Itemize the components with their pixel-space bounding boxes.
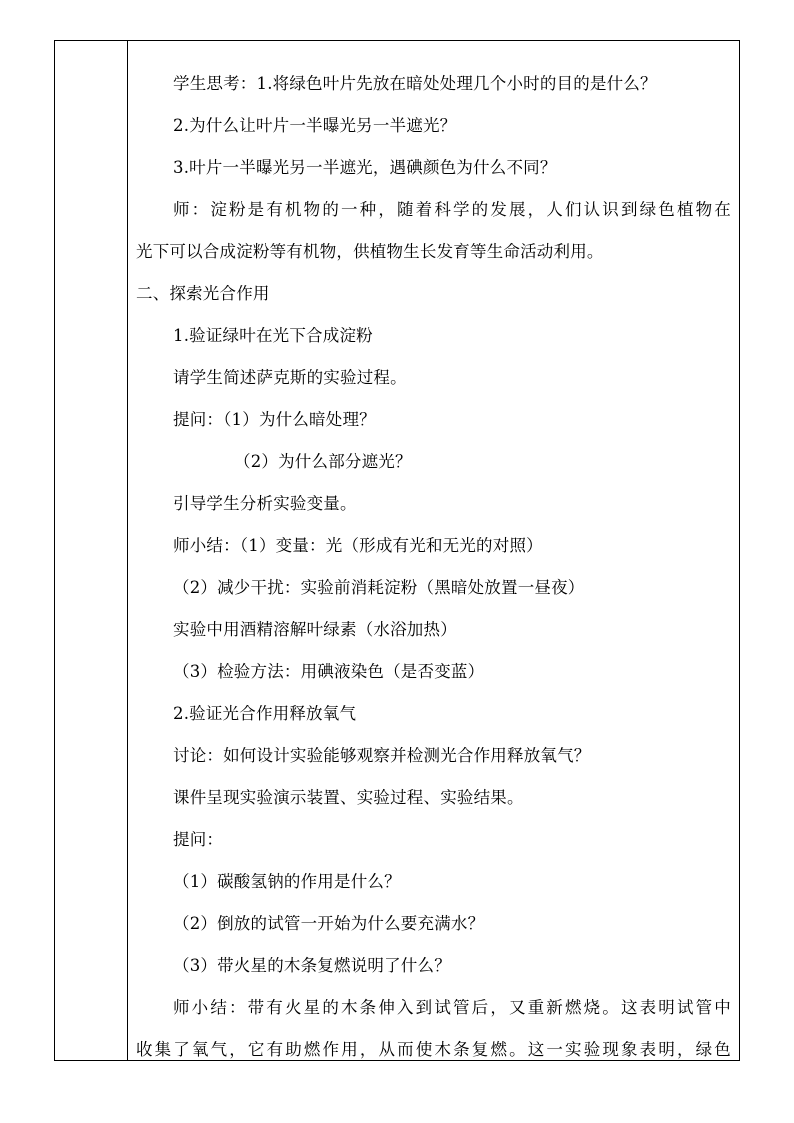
left-column-cell <box>55 41 128 1060</box>
text-line: 讨论：如何设计实验能够观察并检测光合作用释放氧气？ <box>173 746 591 765</box>
text-line: 提问：（1）为什么暗处理？ <box>173 410 376 429</box>
text-line: 师小结：带有火星的木条伸入到试管后，又重新燃烧。这表明试管中 <box>173 998 731 1017</box>
text-line: 师：淀粉是有机物的一种，随着科学的发展，人们认识到绿色植物在 <box>173 200 731 219</box>
text-line: 请学生简述萨克斯的实验过程。 <box>173 368 407 387</box>
text-line: （2）倒放的试管一开始为什么要充满水？ <box>173 914 485 933</box>
text-line: （3）检验方法：用碘液染色（是否变蓝） <box>173 662 485 681</box>
text-line: （2）减少干扰：实验前消耗淀粉（黑暗处放置一昼夜） <box>173 578 585 597</box>
text-line: 引导学生分析实验变量。 <box>173 494 357 513</box>
subsection-heading: 1.验证绿叶在光下合成淀粉 <box>173 326 373 345</box>
lesson-table <box>54 40 740 1061</box>
text-line: 2.为什么让叶片一半曝光另一半遮光？ <box>173 116 457 135</box>
text-line: 收集了氧气，它有助燃作用，从而使木条复燃。这一实验现象表明，绿色 <box>136 1040 731 1059</box>
text-line: 课件呈现实验演示装置、实验过程、实验结果。 <box>173 788 524 807</box>
text-line: 提问： <box>173 830 224 849</box>
text-line: 实验中用酒精溶解叶绿素（水浴加热） <box>173 620 457 639</box>
text-line: （3）带火星的木条复燃说明了什么？ <box>173 956 451 975</box>
text-line: 光下可以合成淀粉等有机物，供植物生长发育等生命活动利用。 <box>136 242 604 261</box>
text-line: （1）碳酸氢钠的作用是什么？ <box>173 872 401 891</box>
content-cell <box>128 41 739 1060</box>
section-heading: 二、探索光合作用 <box>136 284 270 303</box>
text-line: 3.叶片一半曝光另一半遮光，遇碘颜色为什么不同？ <box>173 158 557 177</box>
text-line: 学生思考：1.将绿色叶片先放在暗处处理几个小时的目的是什么？ <box>173 74 657 93</box>
text-line: （2）为什么部分遮光？ <box>234 452 412 471</box>
text-line: 师小结：（1）变量：光（形成有光和无光的对照） <box>173 536 543 555</box>
subsection-heading: 2.验证光合作用释放氧气 <box>173 704 357 723</box>
